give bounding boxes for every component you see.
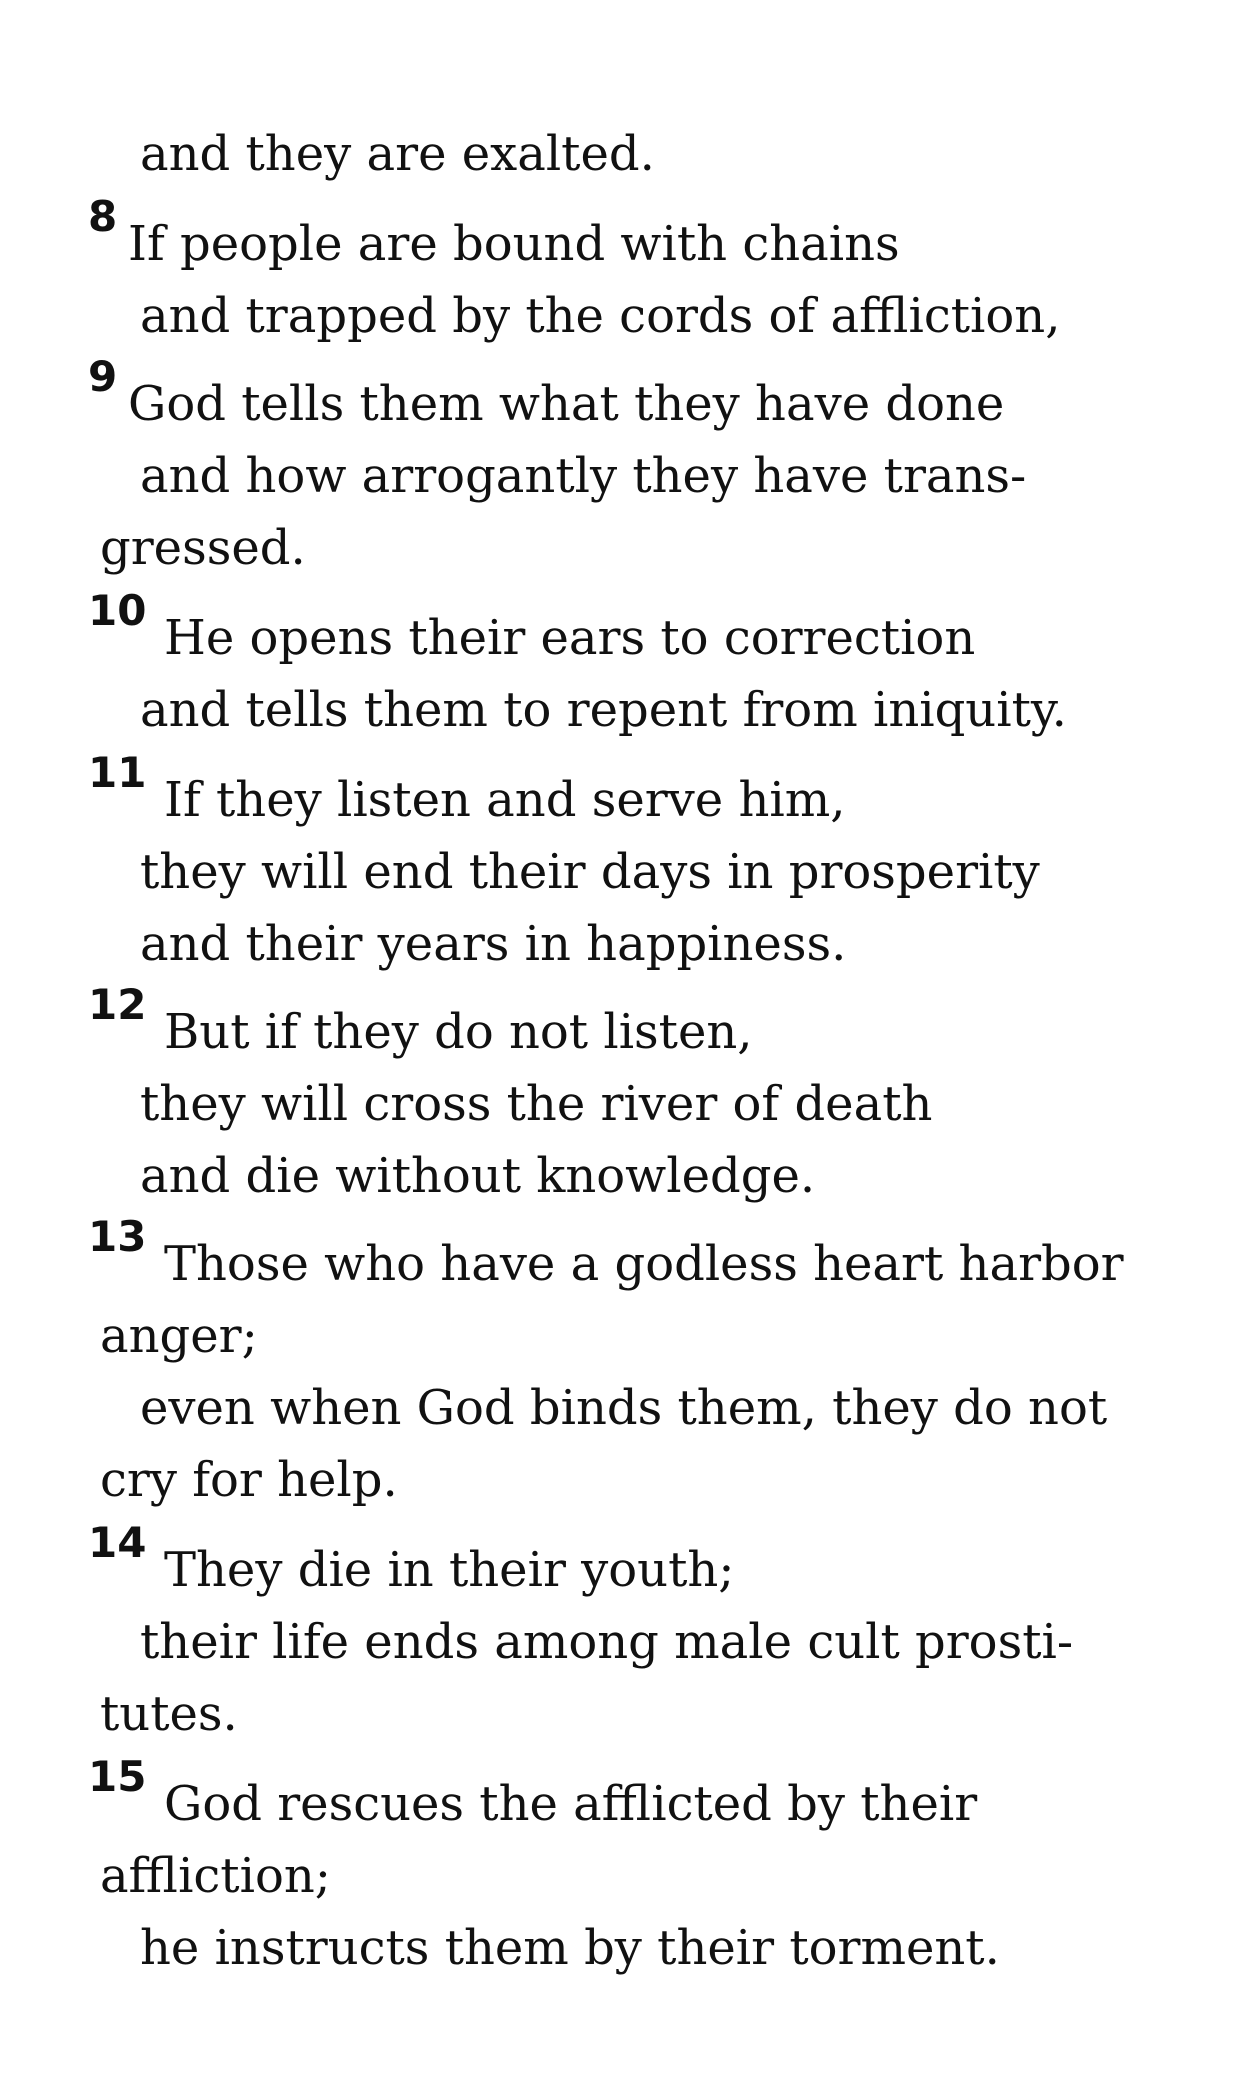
text-line: gressed. bbox=[100, 520, 306, 576]
verse-number: 9 bbox=[88, 352, 118, 401]
verse-number: 8 bbox=[88, 192, 118, 241]
text-line: and die without knowledge. bbox=[140, 1148, 816, 1204]
text-line: their life ends among male cult prosti- bbox=[140, 1614, 1074, 1670]
verse-line: He opens their ears to correction bbox=[164, 610, 976, 666]
text-line: and tells them to repent from iniquity. bbox=[140, 682, 1067, 738]
text-line: and how arrogantly they have trans- bbox=[140, 448, 1027, 504]
verse-line: If people are bound with chains bbox=[128, 216, 900, 272]
text-line: they will cross the river of death bbox=[140, 1076, 933, 1132]
text-line: affliction; bbox=[100, 1848, 331, 1904]
text-line: and their years in happiness. bbox=[140, 916, 847, 972]
verse-line: God tells them what they have done bbox=[128, 376, 1005, 432]
text-line: anger; bbox=[100, 1308, 258, 1364]
verse-line: But if they do not listen, bbox=[164, 1004, 753, 1060]
text-line: they will end their days in prosperity bbox=[140, 844, 1040, 900]
verse-number: 13 bbox=[88, 1212, 147, 1261]
text-line: he instructs them by their torment. bbox=[140, 1920, 1000, 1976]
verse-number: 12 bbox=[88, 980, 147, 1029]
text-line: and they are exalted. bbox=[140, 126, 655, 182]
verse-number: 15 bbox=[88, 1752, 147, 1801]
verse-line: God rescues the afflicted by their bbox=[164, 1776, 978, 1832]
text-line: and trapped by the cords of affliction, bbox=[140, 288, 1061, 344]
text-line: cry for help. bbox=[100, 1452, 398, 1508]
text-line: tutes. bbox=[100, 1686, 238, 1742]
verse-number: 14 bbox=[88, 1518, 147, 1567]
verse-number: 11 bbox=[88, 748, 147, 797]
verse-number: 10 bbox=[88, 586, 147, 635]
text-line: even when God binds them, they do not bbox=[140, 1380, 1108, 1436]
verse-line: They die in their youth; bbox=[164, 1542, 735, 1598]
verse-line: If they listen and serve him, bbox=[164, 772, 846, 828]
verse-line: Those who have a godless heart harbor bbox=[164, 1236, 1124, 1292]
